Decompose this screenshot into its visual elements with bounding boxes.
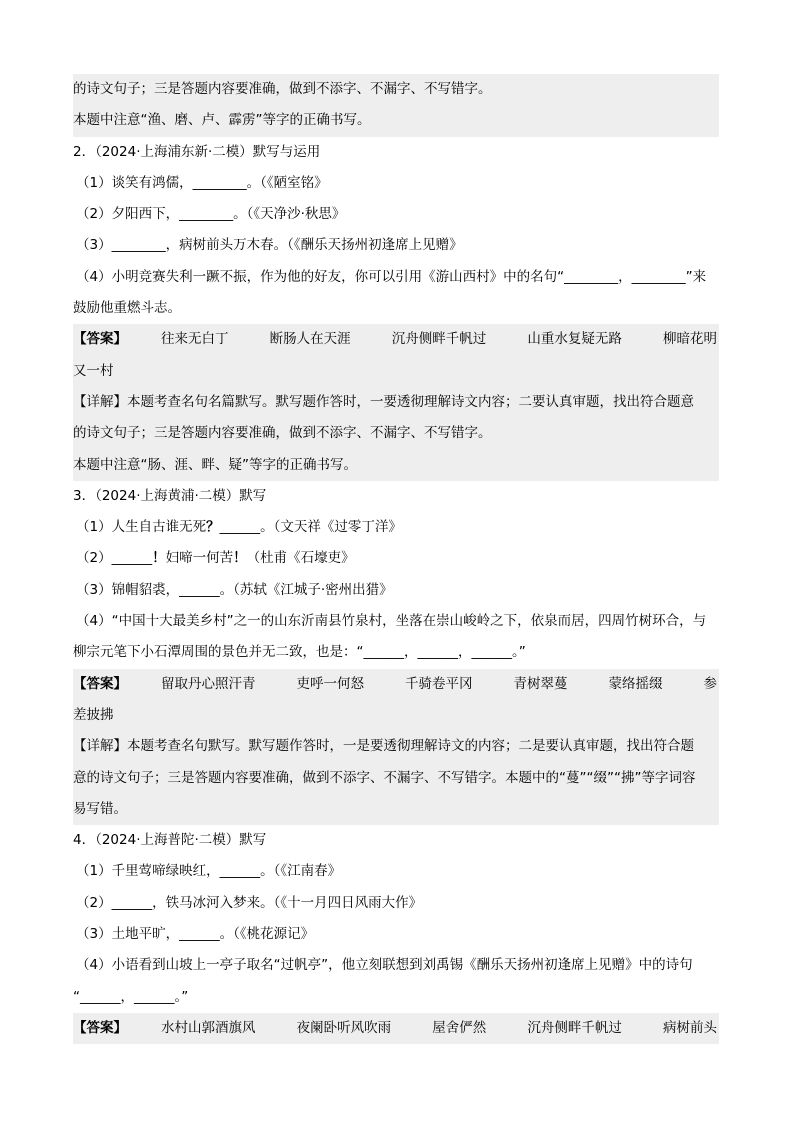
q2-answer-3: 沉舟侧畔千帆过 [391, 331, 487, 348]
q4-item-2: （2）______，铁马冰河入梦来。（《十一月四日风雨大作》 [76, 894, 423, 911]
q2-detail-3: 本题中注意“肠、涯、畔、疑”等字的正确书写。 [73, 450, 719, 481]
prev-detail-note: 本题中注意“渔、磨、卢、霹雳”等字的正确书写。 [73, 105, 719, 136]
q2-answer-4: 山重水复疑无路 [527, 331, 622, 348]
q4-answer-1: 水村山郭酒旗风 [161, 1019, 256, 1036]
q3-answer-2: 吏呼一何怒 [296, 675, 364, 692]
document-page [73, 74, 719, 1044]
q4-item-4: （4）小语看到山坡上一亭子取名“过帆亭”，他立刻联想到刘禹锡《酬乐天扬州初逢席上见赠》中的诗句 [76, 957, 693, 974]
q3-detail-1: 【详解】本题考查名句默写。默写题作答时，一是要透彻理解诗文的内容；二是要认真审题，找出符合题 [73, 731, 719, 762]
q2-title: 2．（2024·上海浦东新·二模）默写与运用 [73, 143, 321, 160]
q4-answer-3: 屋舍俨然 [432, 1019, 487, 1036]
q2-answer-5: 柳暗花明 [663, 331, 717, 348]
q4-item-3: （3）土地平旷，______。（《桃花源记》 [76, 926, 315, 943]
q3-answer-5: 蒙络摇缀 [608, 675, 663, 692]
q2-item-3: （3）________，病树前头万木春。（《酬乐天扬州初逢席上见赠》 [76, 237, 463, 254]
answer-label: 【答案】 [73, 675, 127, 692]
q2-item-4: （4）小明竞赛失利一蹶不振，作为他的好友，你可以引用《游山西村》中的名句“________，________”来 [76, 268, 707, 285]
q2-answer-row [73, 324, 719, 355]
q2-item-1: （1）谈笑有鸿儒，________。（《陋室铭》 [76, 174, 328, 191]
q3-item-2: （2）______！妇啼一何苦！（杜甫《石壕吏》 [76, 550, 355, 567]
q3-answer-row [73, 669, 719, 700]
q3-answer-4: 青树翠蔓 [513, 675, 568, 692]
q2-item-2: （2）夕阳西下，________。（《天净沙·秋思》 [76, 206, 346, 223]
q3-answer-6: 参 [703, 675, 717, 692]
q4-answer-row [73, 1013, 719, 1044]
answer-label: 【答案】 [73, 1019, 127, 1036]
q3-answer-3: 千骑卷平冈 [405, 675, 473, 692]
q3-title: 3．（2024·上海黄浦·二模）默写 [73, 487, 267, 504]
q2-answer-cont: 又一村 [73, 356, 719, 387]
q4-item-4-cont: “______，______。” [73, 988, 189, 1005]
q2-item-4-cont: 鼓励他重燃斗志。 [73, 300, 181, 317]
q3-item-4: （4）“中国十大最美乡村”之一的山东沂南县竹泉村，坐落在崇山峻岭之下，依泉而居，四周竹树环合，与 [76, 613, 707, 630]
q2-detail-2: 的诗文句子；三是答题内容要准确，做到不添字、不漏字、不写错字。 [73, 418, 719, 449]
q3-item-3: （3）锦帽貂裘，______。（苏轼《江城子·密州出猎》 [76, 581, 393, 598]
q4-item-1: （1）千里莺啼绿映红，______。（《江南春》 [76, 863, 342, 880]
q2-answer-2: 断肠人在天涯 [269, 331, 351, 348]
answer-label: 【答案】 [73, 331, 127, 348]
q3-item-4-cont: 柳宗元笔下小石潭周围的景色并无二致，也是：“______，______，______。” [73, 644, 526, 661]
q2-answer-1: 往来无白丁 [161, 331, 229, 348]
q3-answer-1: 留取丹心照汗青 [161, 675, 256, 692]
q2-detail-1: 【详解】本题考查名句名篇默写。默写题作答时，一要透彻理解诗文内容；二要认真审题，找出符合题意 [73, 387, 719, 418]
q3-item-1: （1）人生自古谁无死？______。（文天祥《过零丁洋》 [76, 519, 402, 536]
q4-answer-2: 夜阑卧听风吹雨 [296, 1019, 392, 1036]
q3-answer-cont: 差披拂 [73, 700, 719, 731]
q4-title: 4．（2024·上海普陀·二模）默写 [73, 832, 267, 849]
prev-detail-line: 的诗文句子；三是答题内容要准确，做到不添字、不漏字、不写错字。 [73, 74, 719, 105]
q3-detail-3: 易写错。 [73, 794, 719, 825]
q3-detail-2: 意的诗文句子；三是答题内容要准确，做到不添字、不漏字、不写错字。本题中的“蔓”“缀”“拂”等字词容 [73, 763, 719, 794]
q4-answer-4: 沉舟侧畔千帆过 [527, 1019, 622, 1036]
q4-answer-5: 病树前头 [663, 1019, 717, 1036]
